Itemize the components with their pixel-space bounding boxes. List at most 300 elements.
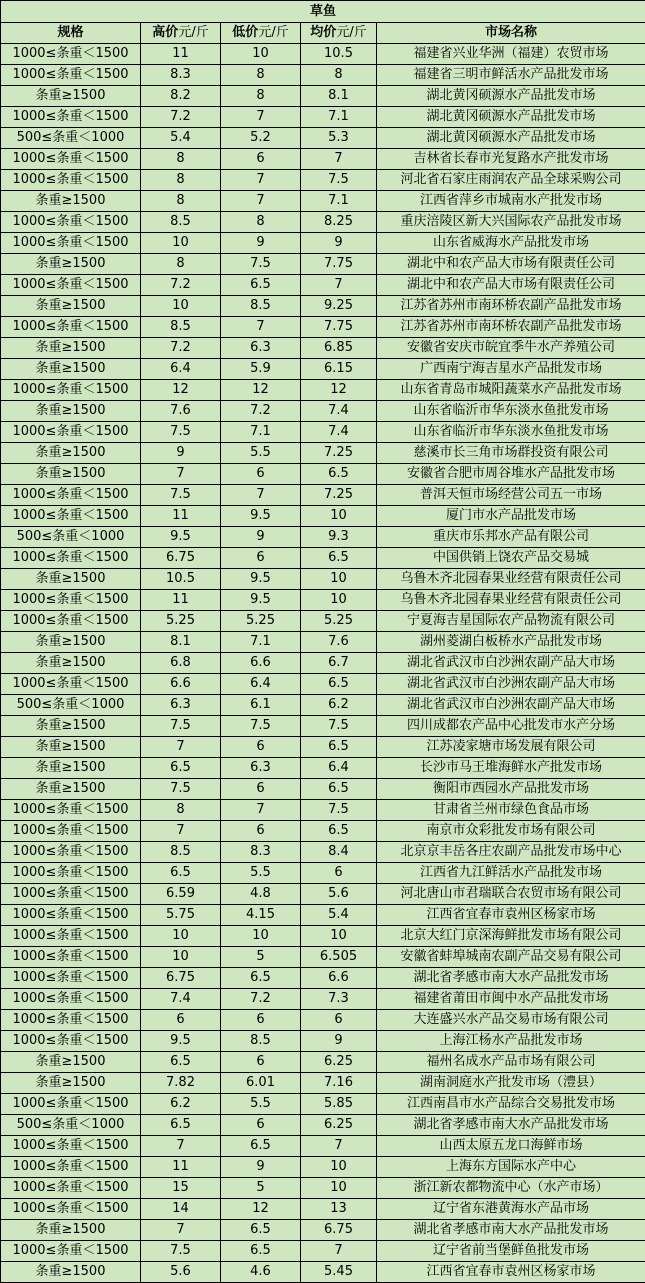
cell-market: 福建省莆田市闽中水产品批发市场 (377, 989, 645, 1010)
cell-avg: 7 (301, 1136, 377, 1157)
cell-low: 5 (221, 1178, 301, 1199)
cell-market: 上海东方国际水产中心 (377, 1157, 645, 1178)
header-low (221, 23, 301, 44)
cell-avg: 7.5 (301, 716, 377, 737)
cell-low: 6.3 (221, 338, 301, 359)
cell-spec: 1000≤条重＜1500 (1, 674, 141, 695)
cell-high: 7.5 (141, 716, 221, 737)
cell-high: 8 (141, 191, 221, 212)
cell-low: 7.1 (221, 422, 301, 443)
cell-low: 4.15 (221, 905, 301, 926)
cell-avg: 6.6 (301, 968, 377, 989)
cell-low: 6 (221, 1115, 301, 1136)
cell-low: 6.5 (221, 1241, 301, 1262)
cell-market: 安徽省蚌埠城南农副产品交易有限公司 (377, 947, 645, 968)
table-row (1, 926, 645, 947)
cell-spec: 1000≤条重＜1500 (1, 1199, 141, 1220)
table-row (1, 1220, 645, 1241)
table-row (1, 1052, 645, 1073)
cell-spec: 1000≤条重＜1500 (1, 989, 141, 1010)
cell-low: 8 (221, 212, 301, 233)
cell-high: 8.2 (141, 86, 221, 107)
cell-low: 5.2 (221, 128, 301, 149)
cell-low: 5.9 (221, 359, 301, 380)
cell-high: 6.59 (141, 884, 221, 905)
cell-low: 7 (221, 191, 301, 212)
table-row (1, 212, 645, 233)
table-row (1, 149, 645, 170)
cell-market: 普洱天恒市场经营公司五一市场 (377, 485, 645, 506)
cell-spec: 条重≥1500 (1, 653, 141, 674)
cell-market: 湖北中和农产品大市场有限责任公司 (377, 275, 645, 296)
table-row (1, 758, 645, 779)
cell-spec: 1000≤条重＜1500 (1, 548, 141, 569)
cell-high: 7.5 (141, 1241, 221, 1262)
table-row (1, 44, 645, 65)
cell-spec: 1000≤条重＜1500 (1, 1136, 141, 1157)
table-row (1, 86, 645, 107)
cell-spec: 1000≤条重＜1500 (1, 170, 141, 191)
cell-low: 7 (221, 107, 301, 128)
cell-market: 江苏省苏州市南环桥农副产品批发市场 (377, 296, 645, 317)
cell-market: 辽宁省前当堡鲜鱼批发市场 (377, 1241, 645, 1262)
cell-market: 安徽省安庆市皖宜季牛水产养殖公司 (377, 338, 645, 359)
cell-market: 江西省九江鲜活水产品批发市场 (377, 863, 645, 884)
cell-high: 11 (141, 1157, 221, 1178)
cell-avg: 9.25 (301, 296, 377, 317)
cell-avg: 10.5 (301, 44, 377, 65)
table-row (1, 443, 645, 464)
cell-high: 8 (141, 149, 221, 170)
cell-spec: 条重≥1500 (1, 191, 141, 212)
cell-low: 7 (221, 800, 301, 821)
cell-spec: 条重≥1500 (1, 443, 141, 464)
cell-high: 8.5 (141, 212, 221, 233)
cell-spec: 1000≤条重＜1500 (1, 905, 141, 926)
cell-avg: 7.1 (301, 191, 377, 212)
table-row (1, 233, 645, 254)
cell-market: 四川成都农产品中心批发市水产分场 (377, 716, 645, 737)
cell-spec: 1000≤条重＜1500 (1, 926, 141, 947)
table-row (1, 1136, 645, 1157)
table-row (1, 632, 645, 653)
cell-high: 6.3 (141, 695, 221, 716)
table-row (1, 653, 645, 674)
table-row (1, 485, 645, 506)
cell-spec: 条重≥1500 (1, 737, 141, 758)
cell-market: 吉林省长春市光复路水产批发市场 (377, 149, 645, 170)
table-row (1, 506, 645, 527)
cell-avg: 6.5 (301, 464, 377, 485)
cell-high: 7 (141, 821, 221, 842)
header-avg-label: 均价 (310, 25, 336, 40)
cell-low: 8.5 (221, 296, 301, 317)
table-row (1, 191, 645, 212)
cell-market: 重庆市乐邦水产品有限公司 (377, 527, 645, 548)
cell-spec: 1000≤条重＜1500 (1, 1157, 141, 1178)
cell-spec: 1000≤条重＜1500 (1, 842, 141, 863)
cell-market: 福建省三明市鲜活水产品批发市场 (377, 65, 645, 86)
table-row (1, 695, 645, 716)
cell-spec: 条重≥1500 (1, 1262, 141, 1283)
table-row (1, 170, 645, 191)
cell-spec: 1000≤条重＜1500 (1, 1094, 141, 1115)
cell-spec: 条重≥1500 (1, 632, 141, 653)
cell-high: 5.4 (141, 128, 221, 149)
cell-market: 乌鲁木齐北园春果业经营有限责任公司 (377, 569, 645, 590)
table-row (1, 380, 645, 401)
cell-market: 湖北省武汉市白沙洲农副产品大市场 (377, 674, 645, 695)
cell-market: 河北省石家庄雨润农产品全球采购公司 (377, 170, 645, 191)
cell-spec: 条重≥1500 (1, 464, 141, 485)
cell-avg: 7.3 (301, 989, 377, 1010)
cell-low: 7.2 (221, 989, 301, 1010)
cell-low: 5.5 (221, 863, 301, 884)
cell-spec: 1000≤条重＜1500 (1, 422, 141, 443)
cell-avg: 6.25 (301, 1115, 377, 1136)
cell-avg: 7 (301, 149, 377, 170)
cell-market: 中国供销上饶农产品交易城 (377, 548, 645, 569)
cell-market: 北京京丰岳各庄农副产品批发市场中心 (377, 842, 645, 863)
cell-spec: 500≤条重＜1000 (1, 695, 141, 716)
table-row (1, 548, 645, 569)
cell-spec: 条重≥1500 (1, 758, 141, 779)
cell-market: 浙江新农都物流中心（水产市场） (377, 1178, 645, 1199)
cell-high: 7 (141, 464, 221, 485)
cell-low: 8 (221, 65, 301, 86)
cell-avg: 8.25 (301, 212, 377, 233)
table-row (1, 107, 645, 128)
cell-low: 6 (221, 1010, 301, 1031)
cell-market: 宁夏海吉星国际农产品物流有限公司 (377, 611, 645, 632)
cell-high: 8.5 (141, 842, 221, 863)
table-row (1, 905, 645, 926)
header-high-label: 高价 (152, 25, 178, 40)
cell-low: 10 (221, 926, 301, 947)
header-low-label: 低价 (232, 25, 258, 40)
table-row (1, 1031, 645, 1052)
cell-avg: 10 (301, 590, 377, 611)
header-high (141, 23, 221, 44)
cell-market: 湖北省孝感市南大水产品批发市场 (377, 1220, 645, 1241)
cell-avg: 7.16 (301, 1073, 377, 1094)
cell-market: 乌鲁木齐北园春果业经营有限责任公司 (377, 590, 645, 611)
cell-avg: 9.3 (301, 527, 377, 548)
cell-avg: 7.75 (301, 317, 377, 338)
cell-high: 7.4 (141, 989, 221, 1010)
table-row (1, 1094, 645, 1115)
cell-high: 7.2 (141, 275, 221, 296)
cell-spec: 条重≥1500 (1, 254, 141, 275)
cell-spec: 1000≤条重＜1500 (1, 233, 141, 254)
cell-low: 6.5 (221, 968, 301, 989)
cell-market: 湖北省武汉市白沙洲农副产品大市场 (377, 653, 645, 674)
cell-market: 重庆涪陵区新大兴国际农产品批发市场 (377, 212, 645, 233)
cell-avg: 7.4 (301, 422, 377, 443)
table-row (1, 590, 645, 611)
cell-market: 广西南宁海吉星水产品批发市场 (377, 359, 645, 380)
cell-low: 5 (221, 947, 301, 968)
cell-low: 8.3 (221, 842, 301, 863)
table-row (1, 1115, 645, 1136)
cell-market: 湖北省孝感市南大水产品批发市场 (377, 1115, 645, 1136)
cell-spec: 1000≤条重＜1500 (1, 968, 141, 989)
cell-high: 11 (141, 590, 221, 611)
table-row (1, 674, 645, 695)
cell-low: 6.6 (221, 653, 301, 674)
cell-avg: 5.85 (301, 1094, 377, 1115)
table-row (1, 401, 645, 422)
cell-avg: 5.25 (301, 611, 377, 632)
cell-low: 6.5 (221, 1136, 301, 1157)
cell-market: 湖北省孝感市南大水产品批发市场 (377, 968, 645, 989)
cell-low: 7.5 (221, 254, 301, 275)
cell-low: 5.5 (221, 443, 301, 464)
cell-high: 6.8 (141, 653, 221, 674)
cell-high: 11 (141, 44, 221, 65)
cell-low: 7 (221, 170, 301, 191)
cell-avg: 5.4 (301, 905, 377, 926)
cell-low: 8.5 (221, 1031, 301, 1052)
cell-low: 7.1 (221, 632, 301, 653)
cell-spec: 条重≥1500 (1, 359, 141, 380)
cell-market: 湖南洞庭水产批发市场（澧县） (377, 1073, 645, 1094)
cell-avg: 8.4 (301, 842, 377, 863)
cell-market: 湖北省武汉市白沙洲农副产品大市场 (377, 695, 645, 716)
cell-spec: 500≤条重＜1000 (1, 1115, 141, 1136)
cell-low: 9 (221, 233, 301, 254)
cell-spec: 条重≥1500 (1, 401, 141, 422)
cell-market: 湖北黄冈硕源水产品批发市场 (377, 86, 645, 107)
table-row (1, 128, 645, 149)
cell-spec: 1000≤条重＜1500 (1, 212, 141, 233)
cell-avg: 10 (301, 569, 377, 590)
cell-high: 8 (141, 254, 221, 275)
cell-market: 山东省临沂市华东淡水鱼批发市场 (377, 401, 645, 422)
cell-low: 6 (221, 737, 301, 758)
cell-market: 福建省兴业华洲（福建）农贸市场 (377, 44, 645, 65)
cell-avg: 7 (301, 275, 377, 296)
cell-high: 8.3 (141, 65, 221, 86)
cell-high: 6.75 (141, 968, 221, 989)
cell-low: 6.5 (221, 1220, 301, 1241)
table-row (1, 779, 645, 800)
cell-high: 5.25 (141, 611, 221, 632)
cell-low: 4.6 (221, 1262, 301, 1283)
cell-low: 8 (221, 86, 301, 107)
cell-avg: 12 (301, 380, 377, 401)
table-row (1, 275, 645, 296)
table-row (1, 1157, 645, 1178)
cell-high: 8.1 (141, 632, 221, 653)
cell-market: 江苏省苏州市南环桥农副产品批发市场 (377, 317, 645, 338)
cell-high: 10 (141, 233, 221, 254)
cell-market: 大连盛兴水产品交易市场有限公司 (377, 1010, 645, 1031)
cell-high: 8 (141, 800, 221, 821)
cell-avg: 10 (301, 1157, 377, 1178)
cell-spec: 1000≤条重＜1500 (1, 1178, 141, 1199)
cell-high: 5.6 (141, 1262, 221, 1283)
cell-high: 9.5 (141, 1031, 221, 1052)
header-row (1, 23, 645, 44)
cell-market: 厦门市水产品批发市场 (377, 506, 645, 527)
cell-spec: 1000≤条重＜1500 (1, 821, 141, 842)
cell-spec: 1000≤条重＜1500 (1, 380, 141, 401)
cell-avg: 6.505 (301, 947, 377, 968)
table-row (1, 254, 645, 275)
cell-market: 福州名成水产品市场有限公司 (377, 1052, 645, 1073)
cell-spec: 1000≤条重＜1500 (1, 506, 141, 527)
cell-high: 15 (141, 1178, 221, 1199)
cell-high: 6.5 (141, 1115, 221, 1136)
cell-market: 长沙市马王堆海鲜水产批发市场 (377, 758, 645, 779)
cell-avg: 10 (301, 1178, 377, 1199)
cell-low: 7.2 (221, 401, 301, 422)
cell-spec: 条重≥1500 (1, 86, 141, 107)
cell-low: 12 (221, 1199, 301, 1220)
cell-low: 6 (221, 548, 301, 569)
cell-avg: 6 (301, 863, 377, 884)
cell-avg: 6.75 (301, 1220, 377, 1241)
cell-avg: 6 (301, 1010, 377, 1031)
cell-market: 湖州菱湖白板桥水产品批发市场 (377, 632, 645, 653)
cell-market: 江西省萍乡市城南水产批发市场 (377, 191, 645, 212)
cell-market: 上海江杨水产品批发市场 (377, 1031, 645, 1052)
cell-avg: 6.4 (301, 758, 377, 779)
cell-low: 9.5 (221, 506, 301, 527)
cell-market: 河北唐山市君瑞联合农贸市场有限公司 (377, 884, 645, 905)
cell-avg: 6.25 (301, 1052, 377, 1073)
cell-high: 12 (141, 380, 221, 401)
cell-avg: 7.25 (301, 485, 377, 506)
table-body (1, 44, 645, 1283)
cell-high: 6.6 (141, 674, 221, 695)
header-avg (301, 23, 377, 44)
cell-high: 7.5 (141, 422, 221, 443)
cell-high: 7 (141, 737, 221, 758)
cell-market: 湖北黄冈硕源水产品批发市场 (377, 107, 645, 128)
table-title: 草鱼 (1, 1, 645, 23)
table-row (1, 1073, 645, 1094)
table-row (1, 569, 645, 590)
cell-market: 甘肃省兰州市绿色食品市场 (377, 800, 645, 821)
cell-high: 14 (141, 1199, 221, 1220)
table-row (1, 317, 645, 338)
table-row (1, 716, 645, 737)
table-row (1, 884, 645, 905)
cell-high: 8.5 (141, 317, 221, 338)
cell-market: 江西南昌市水产品综合交易批发市场 (377, 1094, 645, 1115)
table-row (1, 842, 645, 863)
cell-avg: 6.2 (301, 695, 377, 716)
cell-high: 10 (141, 947, 221, 968)
cell-low: 7 (221, 485, 301, 506)
cell-high: 7.6 (141, 401, 221, 422)
cell-spec: 条重≥1500 (1, 569, 141, 590)
header-avg-unit: 元/斤 (336, 25, 366, 40)
cell-high: 8 (141, 170, 221, 191)
cell-low: 6 (221, 821, 301, 842)
cell-high: 7.2 (141, 338, 221, 359)
cell-market: 江西省宜春市袁州区杨家市场 (377, 1262, 645, 1283)
cell-low: 9.5 (221, 569, 301, 590)
cell-avg: 7.5 (301, 800, 377, 821)
cell-avg: 7.4 (301, 401, 377, 422)
table-row (1, 1241, 645, 1262)
cell-spec: 1000≤条重＜1500 (1, 1241, 141, 1262)
cell-low: 6 (221, 464, 301, 485)
cell-avg: 6.5 (301, 548, 377, 569)
cell-spec: 1000≤条重＜1500 (1, 44, 141, 65)
cell-avg: 9 (301, 1031, 377, 1052)
cell-spec: 1000≤条重＜1500 (1, 590, 141, 611)
cell-avg: 7.75 (301, 254, 377, 275)
cell-spec: 条重≥1500 (1, 296, 141, 317)
table-row (1, 737, 645, 758)
table-row (1, 863, 645, 884)
table-row (1, 800, 645, 821)
cell-high: 6.75 (141, 548, 221, 569)
cell-high: 6.5 (141, 863, 221, 884)
cell-market: 安徽省合肥市周谷堆水产品批发市场 (377, 464, 645, 485)
cell-market: 山东省青岛市城阳蔬菜水产品批发市场 (377, 380, 645, 401)
cell-spec: 1000≤条重＜1500 (1, 1031, 141, 1052)
cell-high: 9.5 (141, 527, 221, 548)
cell-spec: 1000≤条重＜1500 (1, 317, 141, 338)
cell-avg: 10 (301, 506, 377, 527)
table-row (1, 422, 645, 443)
header-market: 市场名称 (377, 23, 645, 44)
cell-avg: 6.5 (301, 737, 377, 758)
cell-spec: 条重≥1500 (1, 716, 141, 737)
cell-high: 6 (141, 1010, 221, 1031)
cell-spec: 1000≤条重＜1500 (1, 863, 141, 884)
cell-spec: 条重≥1500 (1, 1052, 141, 1073)
header-low-unit: 元/斤 (258, 25, 288, 40)
table-row (1, 338, 645, 359)
cell-high: 10 (141, 926, 221, 947)
cell-spec: 1000≤条重＜1500 (1, 1010, 141, 1031)
cell-market: 江苏凌家塘市场发展有限公司 (377, 737, 645, 758)
cell-avg: 5.3 (301, 128, 377, 149)
cell-market: 江西省宜春市袁州区杨家市场 (377, 905, 645, 926)
cell-spec: 1000≤条重＜1500 (1, 947, 141, 968)
cell-avg: 6.7 (301, 653, 377, 674)
cell-low: 6.3 (221, 758, 301, 779)
cell-avg: 9 (301, 233, 377, 254)
cell-market: 北京大红门京深海鲜批发市场有限公司 (377, 926, 645, 947)
table-row (1, 821, 645, 842)
cell-low: 12 (221, 380, 301, 401)
cell-low: 5.5 (221, 1094, 301, 1115)
cell-market: 慈溪市长三角市场群投资有限公司 (377, 443, 645, 464)
header-spec: 规格 (1, 23, 141, 44)
table-row (1, 611, 645, 632)
cell-low: 6.4 (221, 674, 301, 695)
cell-high: 10 (141, 296, 221, 317)
cell-avg: 7 (301, 1241, 377, 1262)
cell-high: 7 (141, 1220, 221, 1241)
cell-low: 6 (221, 149, 301, 170)
cell-low: 6.01 (221, 1073, 301, 1094)
cell-low: 4.8 (221, 884, 301, 905)
cell-low: 7.5 (221, 716, 301, 737)
cell-low: 9 (221, 1157, 301, 1178)
cell-market: 辽宁省东港黄海水产品市场 (377, 1199, 645, 1220)
cell-spec: 1000≤条重＜1500 (1, 884, 141, 905)
cell-low: 7 (221, 317, 301, 338)
cell-market: 衡阳市西园水产品批发市场 (377, 779, 645, 800)
